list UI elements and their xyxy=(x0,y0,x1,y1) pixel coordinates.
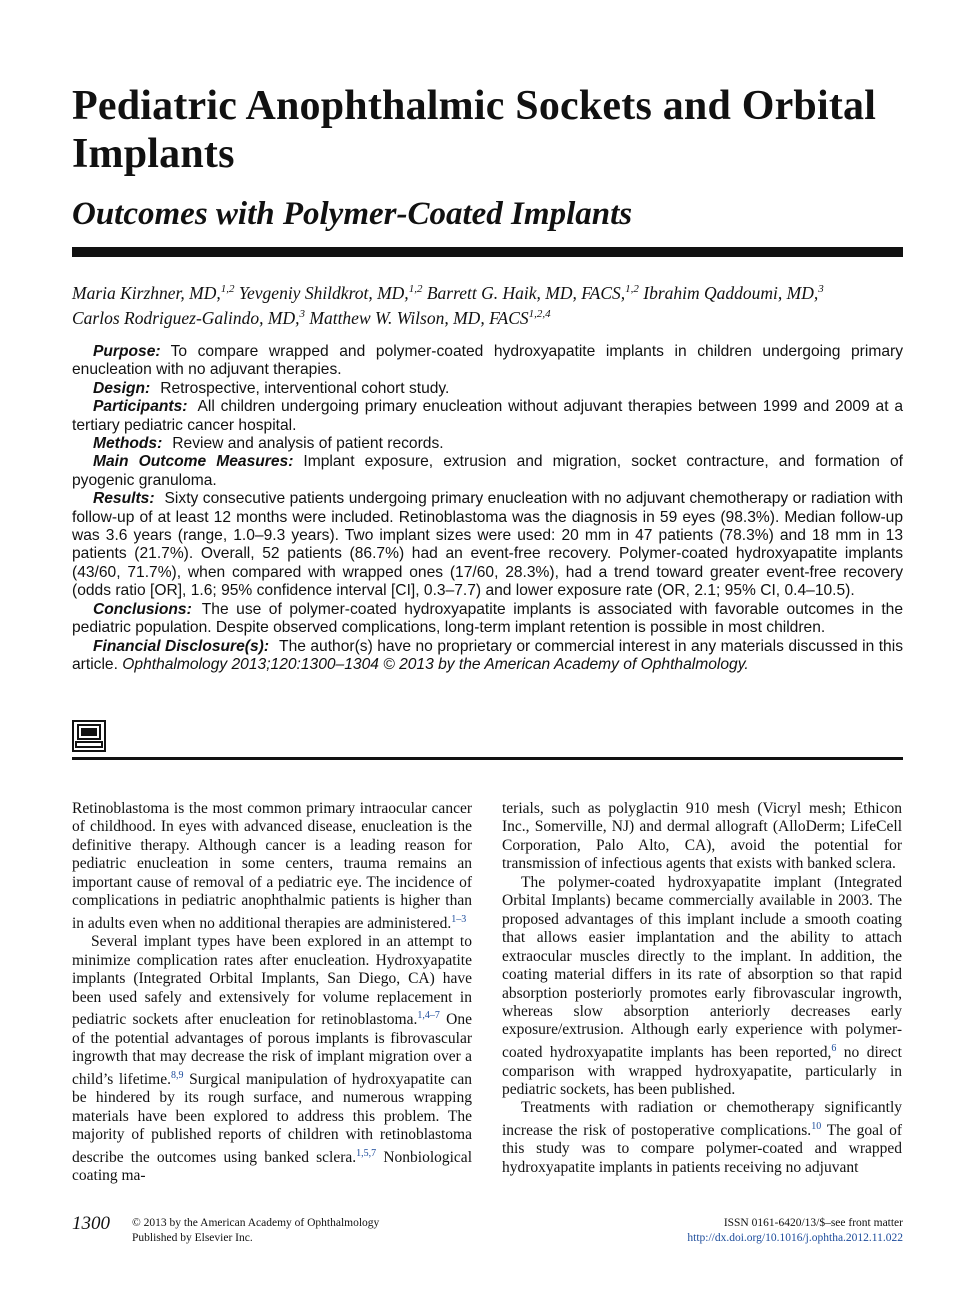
disclosure-text: The author(s) have no proprietary or commercial interest in any materials discussed in this article. xyxy=(72,637,903,673)
reference-link[interactable]: 6 xyxy=(831,1042,837,1054)
body-paragraph xyxy=(72,933,472,1185)
author-name: Barrett G. Haik, MD, FACS, xyxy=(426,282,626,303)
outcomes-text: Implant exposure, extrusion and migration, socket contracture, and formation of pyogenic granuloma. xyxy=(72,453,903,489)
doi-link[interactable]: http://dx.doi.org/10.1016/j.ophtha.2012.11.022 xyxy=(687,1232,903,1244)
body-paragraph xyxy=(502,874,902,1100)
body-column-right xyxy=(502,800,902,1177)
reference-link[interactable]: 10 xyxy=(811,1120,822,1132)
body-text: Treatments with radiation or chemotherapy significantly increase the risk of postoperative complications. xyxy=(502,1099,902,1140)
author-affiliation: 3 xyxy=(299,307,305,320)
body-paragraph xyxy=(502,1099,902,1177)
abstract-participants xyxy=(72,398,903,435)
author-name: Ibrahim Qaddoumi, MD, xyxy=(643,282,819,303)
abstract-design xyxy=(72,380,903,398)
author-name: Carlos Rodriguez-Galindo, MD, xyxy=(72,307,300,328)
author-name: Maria Kirzhner, MD, xyxy=(72,282,221,303)
abstract-methods xyxy=(72,435,903,453)
body-text: Retinoblastoma is the most common primary intraocular cancer of childhood. In eyes with advanced disease, enucleation is the definitive therapy. Although cancer is a leading reason for pediatric enucleation in some centers, trauma remains an important cause of removal of a pediatric eye. The incidence of complications in pediatric anophthalmic patients is higher than in adults even when no additional therapies are administered. xyxy=(72,800,472,932)
author-affiliation: 1,2 xyxy=(625,283,639,295)
reference-link[interactable]: 8,9 xyxy=(171,1069,184,1081)
abstract-results xyxy=(72,490,903,600)
body-text: The goal of this study was to compare polymer-coated and wrapped hydroxyapatite implants in patients receiving no adjuvant xyxy=(502,1122,902,1176)
article-title: Pediatric Anophthalmic Sockets and Orbital Implants xyxy=(72,83,877,177)
issn-line: ISSN 0161-6420/13/$–see front matter xyxy=(723,1217,903,1229)
author-affiliation: 1,2 xyxy=(408,283,423,295)
title-rule xyxy=(72,247,903,257)
methods-label: Methods: xyxy=(93,435,163,453)
outcomes-label: Main Outcome Measures: xyxy=(93,453,294,471)
body-column-left xyxy=(72,800,472,1186)
abstract-rule xyxy=(72,757,903,760)
design-label: Design: xyxy=(93,379,151,397)
abstract xyxy=(72,343,903,674)
body-paragraph xyxy=(72,800,472,933)
body-text: no direct comparison with wrapped hydroxyapatite, particularly in pediatric sockets, has been published. xyxy=(502,1044,902,1098)
author-list xyxy=(72,279,903,329)
reference-link[interactable]: 1–3 xyxy=(451,913,467,925)
author-name: Matthew W. Wilson, MD, FACS xyxy=(309,307,529,328)
conclusions-label: Conclusions: xyxy=(93,600,192,618)
body-text: terials, such as polyglactin 910 mesh (Vicryl mesh; Ethicon Inc., Somerville, NJ) and dermal allograft (AlloDerm; LifeCell Corporation, Palo Alto, CA), avoid the potential for transmission of infectious agents that exists with banked sclera. xyxy=(502,800,902,873)
body-text: Several implant types have been explored in an attempt to minimize complication rates after enucleation. Hydroxyapatite implants (Integrated Orbital Implants, San Diego, CA) have been used safely and extensively for volume replacement in pediatric sockets after enucleation for retinoblastoma. xyxy=(72,933,472,1029)
purpose-text: To compare wrapped and polymer-coated hydroxyapatite implants in children undergoing primary enucleation with no adjuvant therapies. xyxy=(72,343,903,379)
body-text: Surgical manipulation of hydroxyapatite can be hindered by its rough surface, and numerous wrapping materials have been explored to address this problem. The majority of published reports of children with retinoblastoma describe the outcomes using banked sclera. xyxy=(72,1070,472,1166)
reference-link[interactable]: 1,5,7 xyxy=(356,1147,377,1159)
article-subtitle: Outcomes with Polymer-Coated Implants xyxy=(72,196,633,232)
abstract-disclosure xyxy=(72,638,903,675)
abstract-conclusions xyxy=(72,601,903,638)
purpose-label: Purpose: xyxy=(93,343,161,360)
copyright-line: © 2013 by the American Academy of Ophthalmology xyxy=(132,1217,380,1229)
body-text: One of the potential advantages of porous implants is fibrovascular ingrowth that may decrease the risk of implant migration over a child’s lifetime. xyxy=(72,1011,472,1088)
methods-text: Review and analysis of patient records. xyxy=(172,435,444,453)
issn-block xyxy=(687,1216,903,1246)
copyright-block xyxy=(132,1216,379,1246)
body-text: Nonbiological coating ma- xyxy=(72,1148,472,1185)
abstract-outcomes xyxy=(72,453,903,490)
abstract-purpose xyxy=(72,343,903,380)
author-affiliation: 1,2 xyxy=(220,283,235,295)
body-paragraph xyxy=(502,800,902,874)
disclosure-label: Financial Disclosure(s): xyxy=(93,637,270,655)
journal-citation: Ophthalmology 2013;120:1300–1304 © 2013 by the American Academy of Ophthalmology. xyxy=(122,655,749,673)
conclusions-text: The use of polymer-coated hydroxyapatite implants is associated with favorable outcomes in the pediatric population. Despite observed complications, long-term implant retention is possible in most children. xyxy=(72,600,903,637)
design-text: Retrospective, interventional cohort study. xyxy=(160,379,450,397)
publisher-line: Published by Elsevier Inc. xyxy=(132,1232,253,1244)
page-number: 1300 xyxy=(72,1213,110,1234)
participants-label: Participants: xyxy=(93,398,188,416)
body-text: The polymer-coated hydroxyapatite implant (Integrated Orbital Implants) became commercially available in 2003. The proposed advantages of this implant include a smooth coating that allows easier implantation and the ability to attach extraocular muscles directly to the implant. In addition, the coating material differs in its rate of absorption so that rapid absorption posteriorly promotes early fibrovascular ingrowth, whereas slow absorption anteriorly decreases early exposure/extrusion. Although early experience with polymer-coated hydroxyapatite implants has been reported, xyxy=(502,873,902,1062)
reference-link[interactable]: 1,4–7 xyxy=(417,1010,440,1022)
results-text: Sixty consecutive patients undergoing primary enucleation with no adjuvant chemotherapy or radiation with follow-up of at least 12 months were included. Retinoblastoma was the diagnosis in 59 eyes (98.3%). Median follow-up was 3.6 years (range, 1.0–9.3 years). Two implant sizes were used: 20 mm in 47 patients (78.3%) and 18 mm in 13 patients (21.7%). Overall, 52 patients (86.7%) had an event-free recovery. Polymer-coated hydroxyapatite implants (43/60, 71.7%), when compared with wrapped ones (17/60, 28.3%), had a trend toward greater event-free recovery (odds ratio [OR], 1.6; 95% confidence interval [CI], 0.3–7.7) and lower exposure rate (OR, 2.1; 95% CI, 0.4–10.5). xyxy=(72,490,903,600)
participants-text: All children undergoing primary enucleation without adjuvant therapies between 1999 and 2009 at a tertiary pediatric cancer hospital. xyxy=(72,398,903,434)
results-label: Results: xyxy=(93,490,155,508)
author-affiliation: 1,2,4 xyxy=(528,307,551,320)
computer-icon[interactable] xyxy=(72,720,106,752)
author-affiliation: 3 xyxy=(818,283,824,295)
author-name: Yevgeniy Shildkrot, MD, xyxy=(238,282,409,303)
